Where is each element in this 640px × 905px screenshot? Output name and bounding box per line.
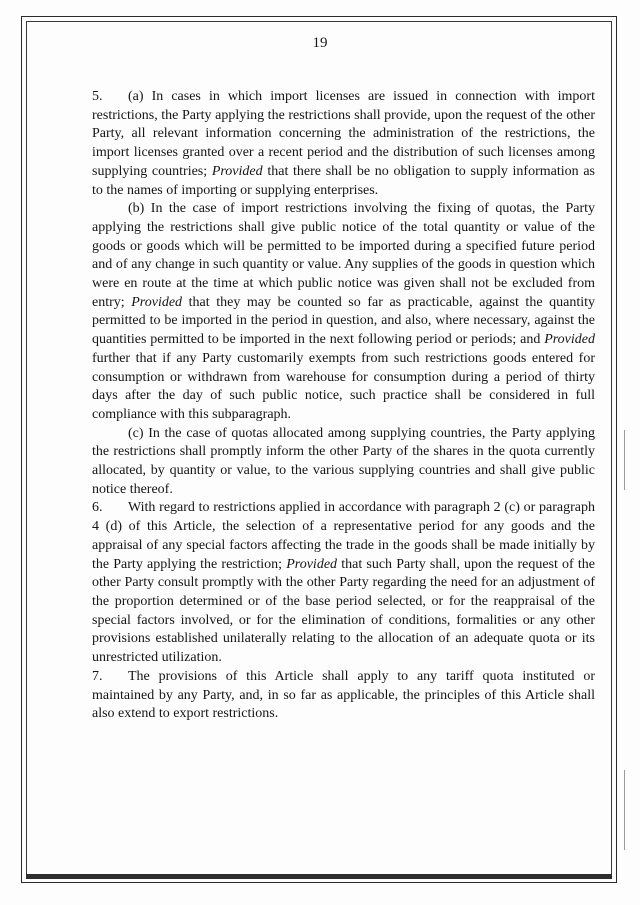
- provided-term: Provided: [286, 556, 338, 572]
- paragraph-number: 7.: [92, 668, 103, 684]
- text-run: (c) In the case of quotas allocated among supplying countries, the Party applying the restrictions shall promptly inform the other Party of the shares in the quota currently allocated, by quantity or value, to the various supplying countries and shall give public notice thereof.: [92, 425, 595, 497]
- document-body: [92, 88, 595, 724]
- scan-edge-mark: [624, 770, 625, 850]
- text-run: (b) In the case of import restrictions involving the fixing of quotas, the Party applying the restrictions shall give public notice of the total quantity or value of the goods or goods which will be permitted to be imported during a specified future period and of any change in such quantity or value. Any supplies of the goods in question which were en route at the time at which public notice was given shall not be excluded from entry;: [92, 201, 595, 310]
- text-run: that they may be counted so far as practicable, against the quantity permitted to be imported in the period in question, and also, where necessary, against the quantities permitted to be imported in the next following period or periods; and: [92, 294, 596, 348]
- paragraph-7: [92, 668, 595, 724]
- provided-term: Provided: [131, 294, 183, 310]
- paragraph-5a: [92, 88, 595, 200]
- paragraph-number: 6.: [92, 500, 103, 516]
- text-run: that such Party shall, upon the request of the other Party consult promptly with the other Party regarding the need for an adjustment of the proportion determined or of the base period selected, or for the reappraisal of the special factors involved, or for the elimination of conditions, formalities or any other provisions established unilaterally relating to the allocation of an adequate quota or its unrestricted utilization.: [92, 556, 595, 666]
- text-run: (a) In cases in which import licenses are issued in connection with import restrictions, the Party applying the restrictions shall provide, upon the request of the other Party, all relevant information concerning the administration of the restrictions, the import licenses granted over a recent period and the distribution of such licenses among supplying countries;: [92, 89, 595, 179]
- provided-term: Provided: [211, 163, 263, 179]
- text-run: The provisions of this Article shall apply to any tariff quota instituted or maintained by any Party, and, in so far as applicable, the principles of this Article shall also extend to export restrictions.: [92, 668, 595, 722]
- scan-edge-mark: [624, 430, 625, 490]
- text-run: With regard to restrictions applied in accordance with paragraph 2 (c) or paragraph 4 (d) of this Article, the selection of a representative period for any goods and the appraisal of any special factors affecting the trade in the goods shall be made initially by the Party applying the restriction;: [92, 500, 595, 572]
- paragraph-6: [92, 499, 595, 667]
- paragraph-number: 5.: [92, 89, 103, 104]
- provided-term: Provided: [544, 332, 595, 348]
- paragraph-5b: [92, 200, 595, 424]
- text-run: further that if any Party customarily exempts from such restrictions goods entered for consumption or withdrawn from warehouse for consumption during a period of thirty days after the day of such public notice, such practice shall be considered in full compliance with this subparagraph.: [92, 350, 595, 422]
- text-run: that there shall be no obligation to supply information as to the names of importing or supplying enterprises.: [92, 163, 595, 198]
- page-number: 19: [312, 35, 328, 51]
- page-border-bottom-bar: [26, 874, 612, 879]
- paragraph-5c: [92, 425, 595, 500]
